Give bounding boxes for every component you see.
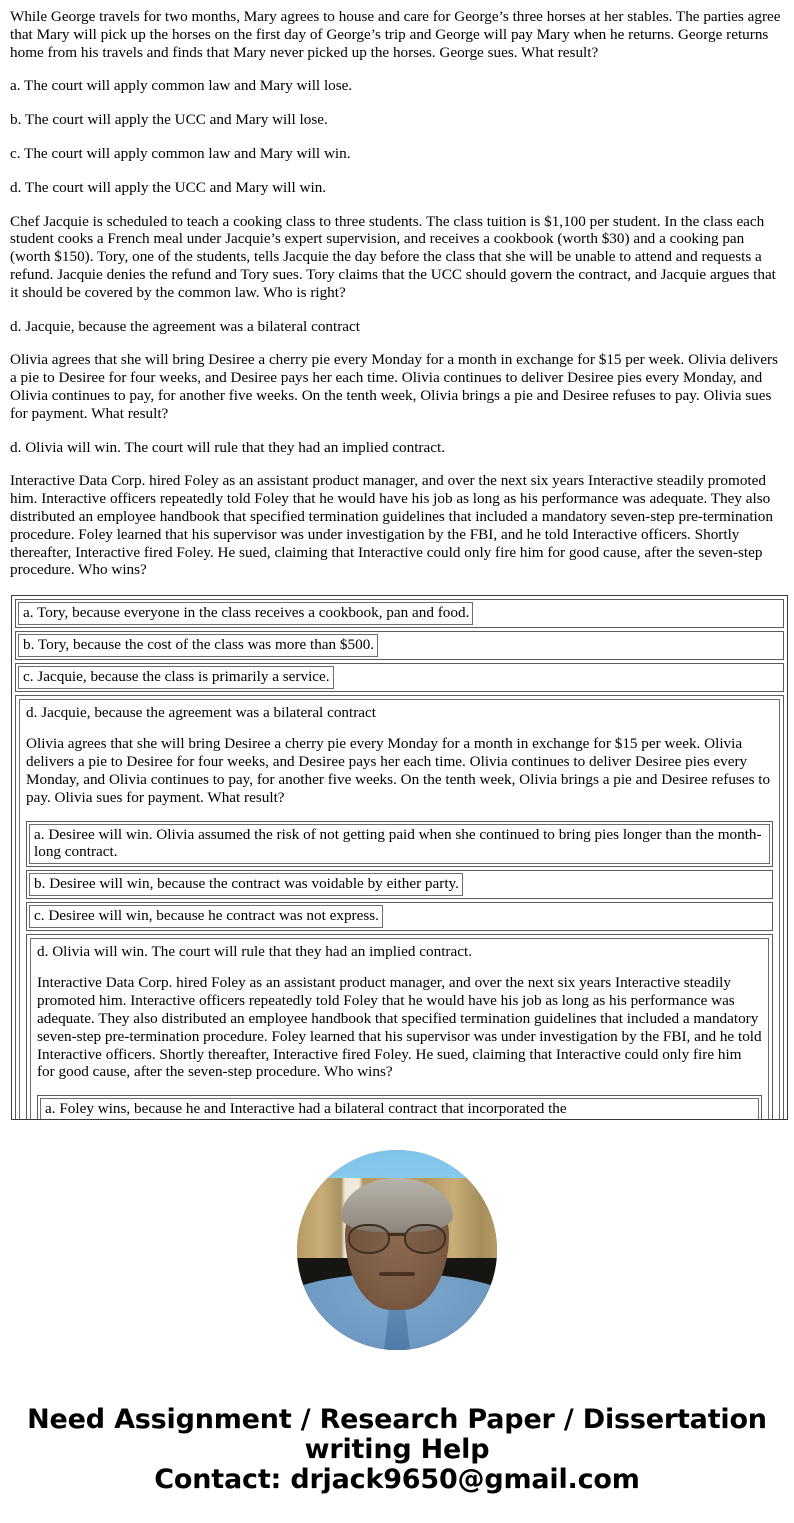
question-prompt-level3-interactive-data: Interactive Data Corp. hired Foley as an assistant product manager, and over the next six years Interactive steadily promoted him. Interactive officers repeatedly told Foley that he would have his job as long as his performance was adequate. They also distributed an employee handbook that specified termination guidelines that included a mandatory seven-step pre-termination procedure. Foley learned that his supervisor was under investigation by the FBI, and he told Interactive officers. Shortly thereafter, Interactive fired Foley. He sued, claiming that Interactive could only fire him for good cause, after the seven-step procedure. Who wins? xyxy=(37,974,762,1081)
option-row-level3-a[interactable] xyxy=(37,1095,762,1120)
option-row-level2-d-expanded[interactable] xyxy=(26,934,773,1120)
option-box-level1-a[interactable] xyxy=(18,602,473,625)
question-prompt-interactive-data: Interactive Data Corp. hired Foley as an assistant product manager, and over the next six years Interactive steadily promoted him. Interactive officers repeatedly told Foley that he would have his job as long as his performance was adequate. They also distributed an employee handbook that specified termination guidelines that included a mandatory seven-step pre-termination procedure. Foley learned that his supervisor was under investigation by the FBI, and he told Interactive officers. Shortly thereafter, Interactive fired Foley. He sued, claiming that Interactive could only fire him for good cause, after the seven-step procedure. Who wins? xyxy=(10,472,773,579)
answer-option-c-horses: c. The court will apply common law and Mary will win. xyxy=(10,144,351,162)
option-box-level2-c[interactable] xyxy=(29,905,383,928)
option-row-level2-c[interactable] xyxy=(26,902,773,931)
avatar-mouth xyxy=(379,1272,415,1276)
option-label-level1-a: a. Tory, because everyone in the class receives a cookbook, pan and food. xyxy=(23,604,470,622)
glasses-right-lens xyxy=(404,1224,446,1254)
option-row-level2-b[interactable] xyxy=(26,870,773,899)
document-body xyxy=(0,0,794,579)
footer-ad xyxy=(0,1405,794,1515)
avatar xyxy=(297,1150,497,1350)
option-label-level3-a: a. Foley wins, because he and Interactive had a bilateral contract that incorporated the xyxy=(45,1100,567,1118)
glasses-bridge xyxy=(388,1233,406,1236)
avatar-container xyxy=(0,1150,794,1355)
footer-line-1: Need Assignment / Research Paper / Dissertation xyxy=(27,1404,767,1436)
option-list-level3 xyxy=(37,1095,762,1120)
option-box-level1-b[interactable] xyxy=(18,634,378,657)
option-row-level1-b[interactable] xyxy=(15,631,784,660)
option-label-level2-a: a. Desiree will win. Olivia assumed the risk of not getting paid when she continued to bring pies longer than the month-long contract. xyxy=(34,825,762,861)
option-row-level1-a[interactable] xyxy=(15,599,784,628)
option-box-level2-d-expanded xyxy=(30,938,769,1120)
glasses-icon xyxy=(348,1224,446,1250)
option-label-level1-d: d. Jacquie, because the agreement was a bilateral contract xyxy=(26,703,376,721)
footer-contact-email: Contact: drjack9650@gmail.com xyxy=(154,1464,640,1496)
option-row-level1-d-expanded[interactable] xyxy=(15,695,784,1121)
footer-line-2: writing Help xyxy=(304,1434,490,1466)
option-box-level2-b[interactable] xyxy=(29,873,463,896)
option-label-level2-c: c. Desiree will win, because he contract was not express. xyxy=(34,906,379,924)
answer-option-d-horses: d. The court will apply the UCC and Mary will win. xyxy=(10,178,327,196)
option-box-level1-d-expanded xyxy=(19,699,780,1121)
nested-question-frame xyxy=(11,595,788,1120)
option-label-level2-b: b. Desiree will win, because the contract was voidable by either party. xyxy=(34,875,459,893)
option-label-level1-b: b. Tory, because the cost of the class was more than $500. xyxy=(23,635,375,653)
answer-option-d-cherry-pie: d. Olivia will win. The court will rule that they had an implied contract. xyxy=(10,438,445,456)
answer-option-d-cooking-class: d. Jacquie, because the agreement was a bilateral contract xyxy=(10,317,360,335)
question-prompt-cherry-pie: Olivia agrees that she will bring Desiree a cherry pie every Monday for a month in exchange for $15 per week. Olivia delivers a pie to Desiree for four weeks, and Desiree pays her each time. Olivia continues to deliver Desiree pies every Monday, and Olivia continues to pay, for another five weeks. On the tenth week, Olivia brings a pie and Desiree refuses to pay. Olivia sues for payment. What result? xyxy=(10,351,778,422)
option-label-level1-c: c. Jacquie, because the class is primarily a service. xyxy=(23,667,330,685)
option-label-level2-d: d. Olivia will win. The court will rule that they had an implied contract. xyxy=(37,942,472,960)
option-box-level1-c[interactable] xyxy=(18,666,334,689)
answer-option-b-horses: b. The court will apply the UCC and Mary will lose. xyxy=(10,111,328,129)
option-box-level3-a[interactable] xyxy=(40,1098,759,1120)
answer-option-a-horses: a. The court will apply common law and Mary will lose. xyxy=(10,77,353,95)
glasses-left-lens xyxy=(348,1224,390,1254)
option-row-level2-a[interactable] xyxy=(26,821,773,868)
question-prompt-level2-cherry-pie: Olivia agrees that she will bring Desiree a cherry pie every Monday for a month in exchange for $15 per week. Olivia delivers a pie to Desiree for four weeks, and Desiree pays her each time. Olivia continues to deliver Desiree pies every Monday, and Olivia continues to pay, for another five weeks. On the tenth week, Olivia brings a pie and Desiree refuses to pay. Olivia sues for payment. What result? xyxy=(26,735,771,806)
option-box-level2-a[interactable] xyxy=(29,824,770,865)
option-row-level1-c[interactable] xyxy=(15,663,784,692)
question-prompt-cooking-class: Chef Jacquie is scheduled to teach a cooking class to three students. The class tuition is $1,100 per student. In the class each student cooks a French meal under Jacquie’s expert supervision, and receives a cookbook (worth $30) and a cooking pan (worth $150). Tory, one of the students, tells Jacquie the day before the class that she will be unable to attend and requests a refund. Jacquie denies the refund and Tory sues. Tory claims that the UCC should govern the contract, and Jacquie argues that it should be covered by the common law. Who is right? xyxy=(10,212,776,301)
option-list-level2 xyxy=(26,821,773,1121)
question-prompt-horses: While George travels for two months, Mary agrees to house and care for George’s three horses at her stables. The parties agree that Mary will pick up the horses on the first day of George’s trip and George will pay Mary when he returns. George returns home from his travels and finds that Mary never picked up the horses. George sues. What result? xyxy=(10,8,781,61)
